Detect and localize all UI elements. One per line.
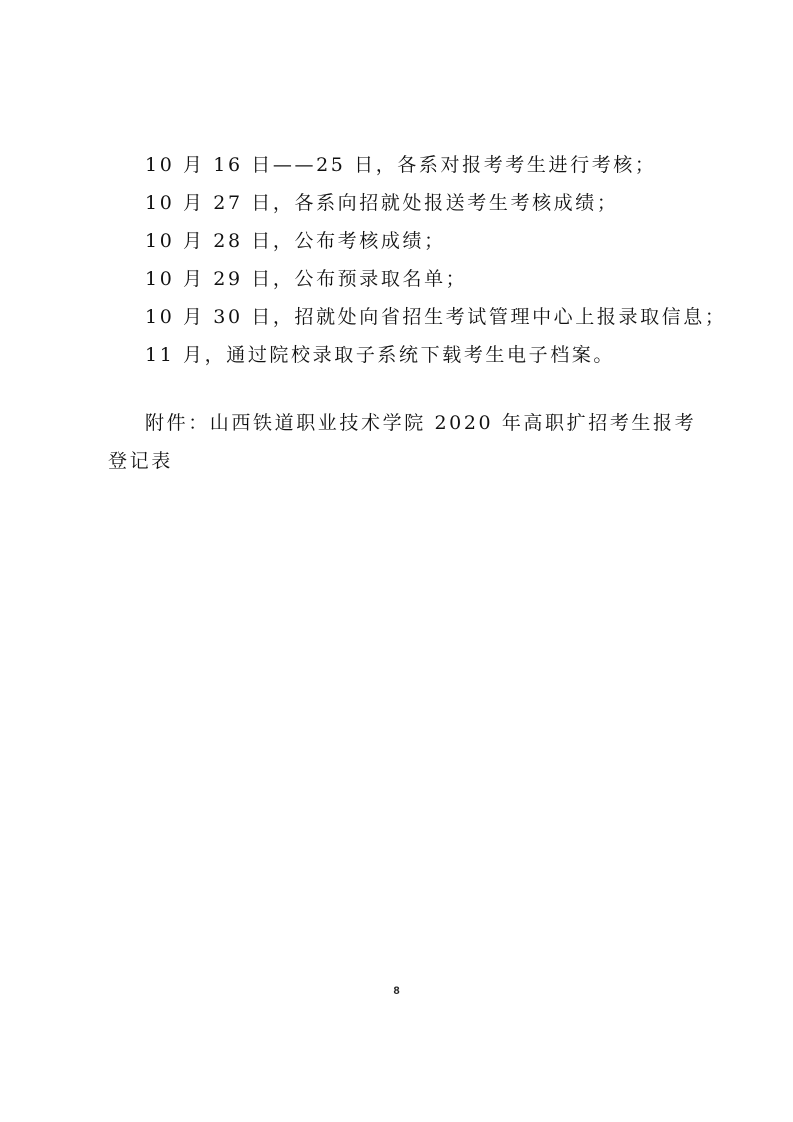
schedule-item: 10 月 16 日——25 日，各系对报考考生进行考核；: [145, 154, 657, 176]
schedule-item: 10 月 27 日，各系向招就处报送考生考核成绩；: [145, 192, 619, 214]
schedule-item: 10 月 30 日，招就处向省招生考试管理中心上报录取信息；: [145, 306, 727, 328]
schedule-item: 11 月，通过院校录取子系统下载考生电子档案。: [145, 344, 616, 366]
schedule-item: 10 月 28 日，公布考核成绩；: [145, 230, 446, 252]
page-number: 8: [393, 985, 400, 997]
schedule-list: [145, 146, 727, 374]
schedule-item: 10 月 29 日，公布预录取名单；: [145, 268, 468, 290]
attachment-note: 附件：山西铁道职业技术学院 2020 年高职扩招考生报考登记表: [108, 412, 697, 472]
